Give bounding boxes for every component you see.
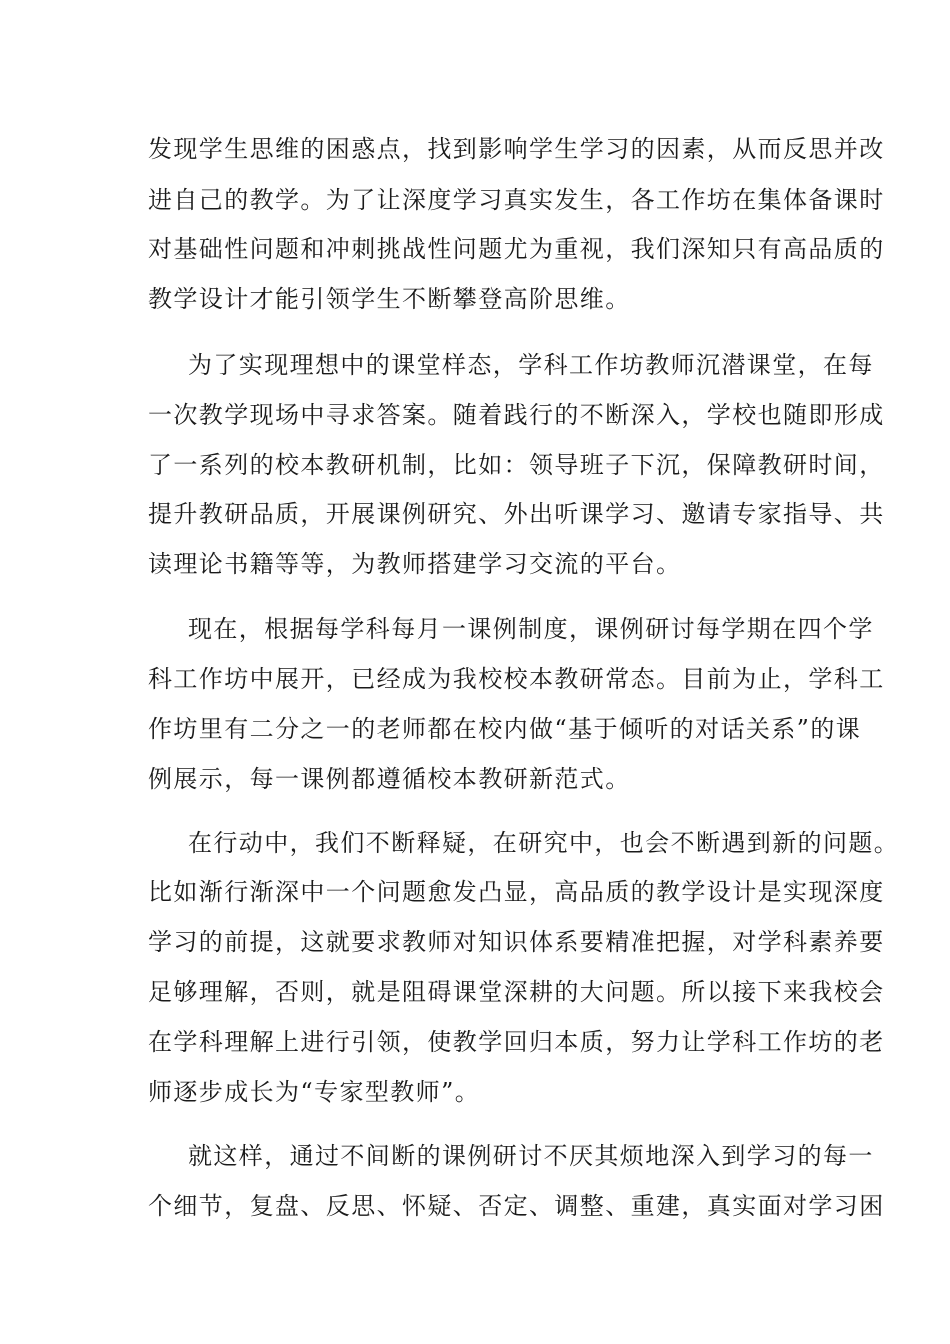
- paragraph-2-line-3: 了一系列的校本教研机制，比如：领导班子下沉，保障教研时间，: [148, 451, 885, 479]
- paragraph-3-line-2: 科工作坊中展开，已经成为我校校本教研常态。目前为止，学科工: [148, 665, 885, 693]
- paragraph-4-line-5: 在学科理解上进行引领，使教学回归本质，努力让学科工作坊的老: [148, 1028, 885, 1056]
- paragraph-3-line-3: 作坊里有二分之一的老师都在校内做“基于倾听的对话关系”的课: [148, 715, 862, 743]
- paragraph-5-line-2: 个细节，复盘、反思、怀疑、否定、调整、重建，真实面对学习困: [148, 1192, 885, 1220]
- paragraph-3-line-1: 现在，根据每学科每月一课例制度，课例研讨每学期在四个学: [188, 615, 874, 643]
- paragraph-3-line-4: 例展示，每一课例都遵循校本教研新范式。: [148, 765, 631, 793]
- paragraph-2-line-2: 一次教学现场中寻求答案。随着践行的不断深入，学校也随即形成: [148, 401, 885, 429]
- paragraph-4-line-1: 在行动中，我们不断释疑，在研究中，也会不断遇到新的问题。: [188, 829, 900, 857]
- paragraph-4-line-6: 师逐步成长为“专家型教师”。: [148, 1078, 481, 1106]
- paragraph-5-line-1: 就这样，通过不间断的课例研讨不厌其烦地深入到学习的每一: [188, 1142, 874, 1170]
- paragraph-4-line-2: 比如渐行渐深中一个问题愈发凸显，高品质的教学设计是实现深度: [148, 878, 885, 906]
- paragraph-2-line-1: 为了实现理想中的课堂样态，学科工作坊教师沉潜课堂，在每: [188, 351, 874, 379]
- paragraph-1-line-1: 发现学生思维的困惑点，找到影响学生学习的因素，从而反思并改: [148, 135, 885, 163]
- paragraph-4-line-4: 足够理解，否则，就是阻碍课堂深耕的大问题。所以接下来我校会: [148, 978, 885, 1006]
- paragraph-4-line-3: 学习的前提，这就要求教师对知识体系要精准把握，对学科素养要: [148, 928, 885, 956]
- paragraph-1-line-3: 对基础性问题和冲刺挑战性问题尤为重视，我们深知只有高品质的: [148, 235, 885, 263]
- paragraph-1-line-4: 教学设计才能引领学生不断攀登高阶思维。: [148, 285, 631, 313]
- paragraph-1-line-2: 进自己的教学。为了让深度学习真实发生，各工作坊在集体备课时: [148, 186, 885, 214]
- paragraph-2-line-5: 读理论书籍等等，为教师搭建学习交流的平台。: [148, 550, 682, 578]
- paragraph-2-line-4: 提升教研品质，开展课例研究、外出听课学习、邀请专家指导、共: [148, 500, 885, 528]
